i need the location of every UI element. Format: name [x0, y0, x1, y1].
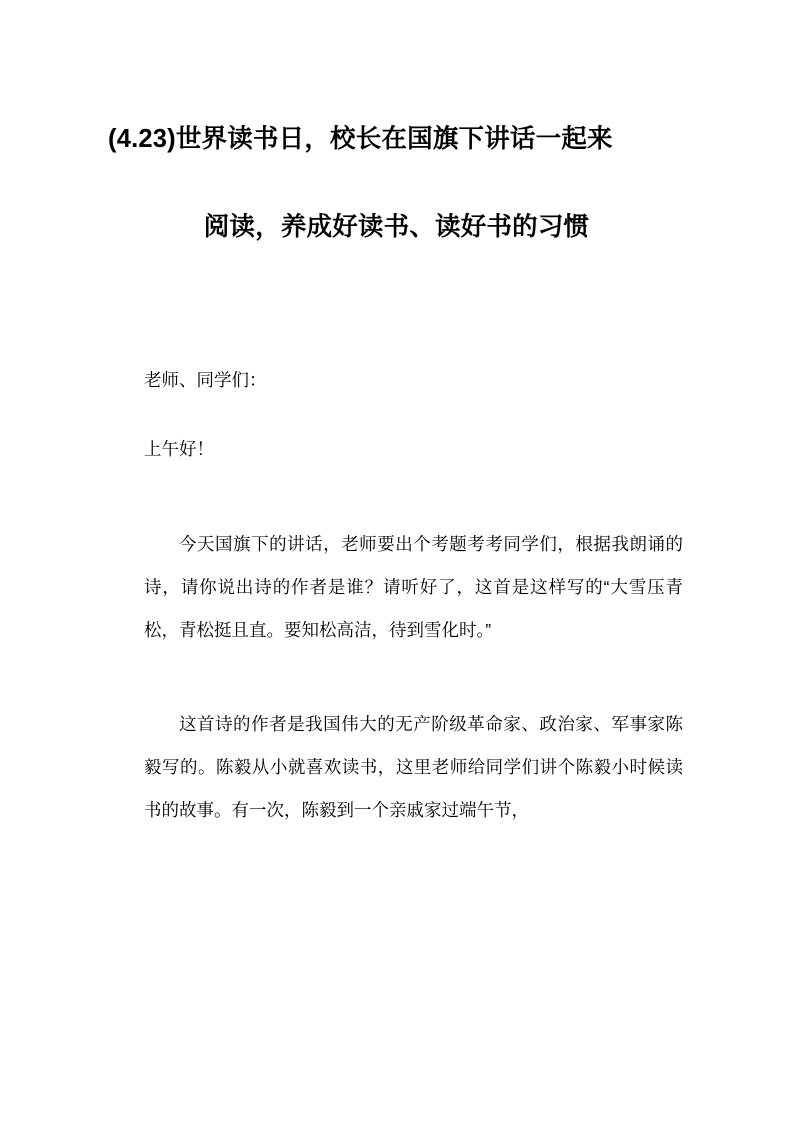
paragraph-greeting: 上午好！	[144, 438, 214, 459]
page-title-line-1: (4.23)世界读书日，校长在国旗下讲话一起来	[108, 125, 613, 153]
page-title	[104, 120, 689, 247]
paragraph-salutation: 老师、同学们：	[144, 370, 267, 391]
page-title-line-2: 阅读，养成好读书、读好书的习惯	[203, 212, 590, 241]
paragraph-body-2: 这首诗的作者是我国伟大的无产阶级革命家、政治家、军事家陈毅写的。陈毅从小就喜欢读书，这里老师给同学们讲个陈毅小时候读书的故事。有一次，陈毅到一个亲戚家过端午节，	[144, 714, 683, 821]
document-body	[104, 359, 689, 832]
paragraph-body-1: 今天国旗下的讲话，老师要出个考题考考同学们，根据我朗诵的诗，请你说出诗的作者是谁？请听好了，这首是这样写的“大雪压青松，青松挺且直。要知松高洁，待到雪化时。”	[144, 533, 683, 640]
